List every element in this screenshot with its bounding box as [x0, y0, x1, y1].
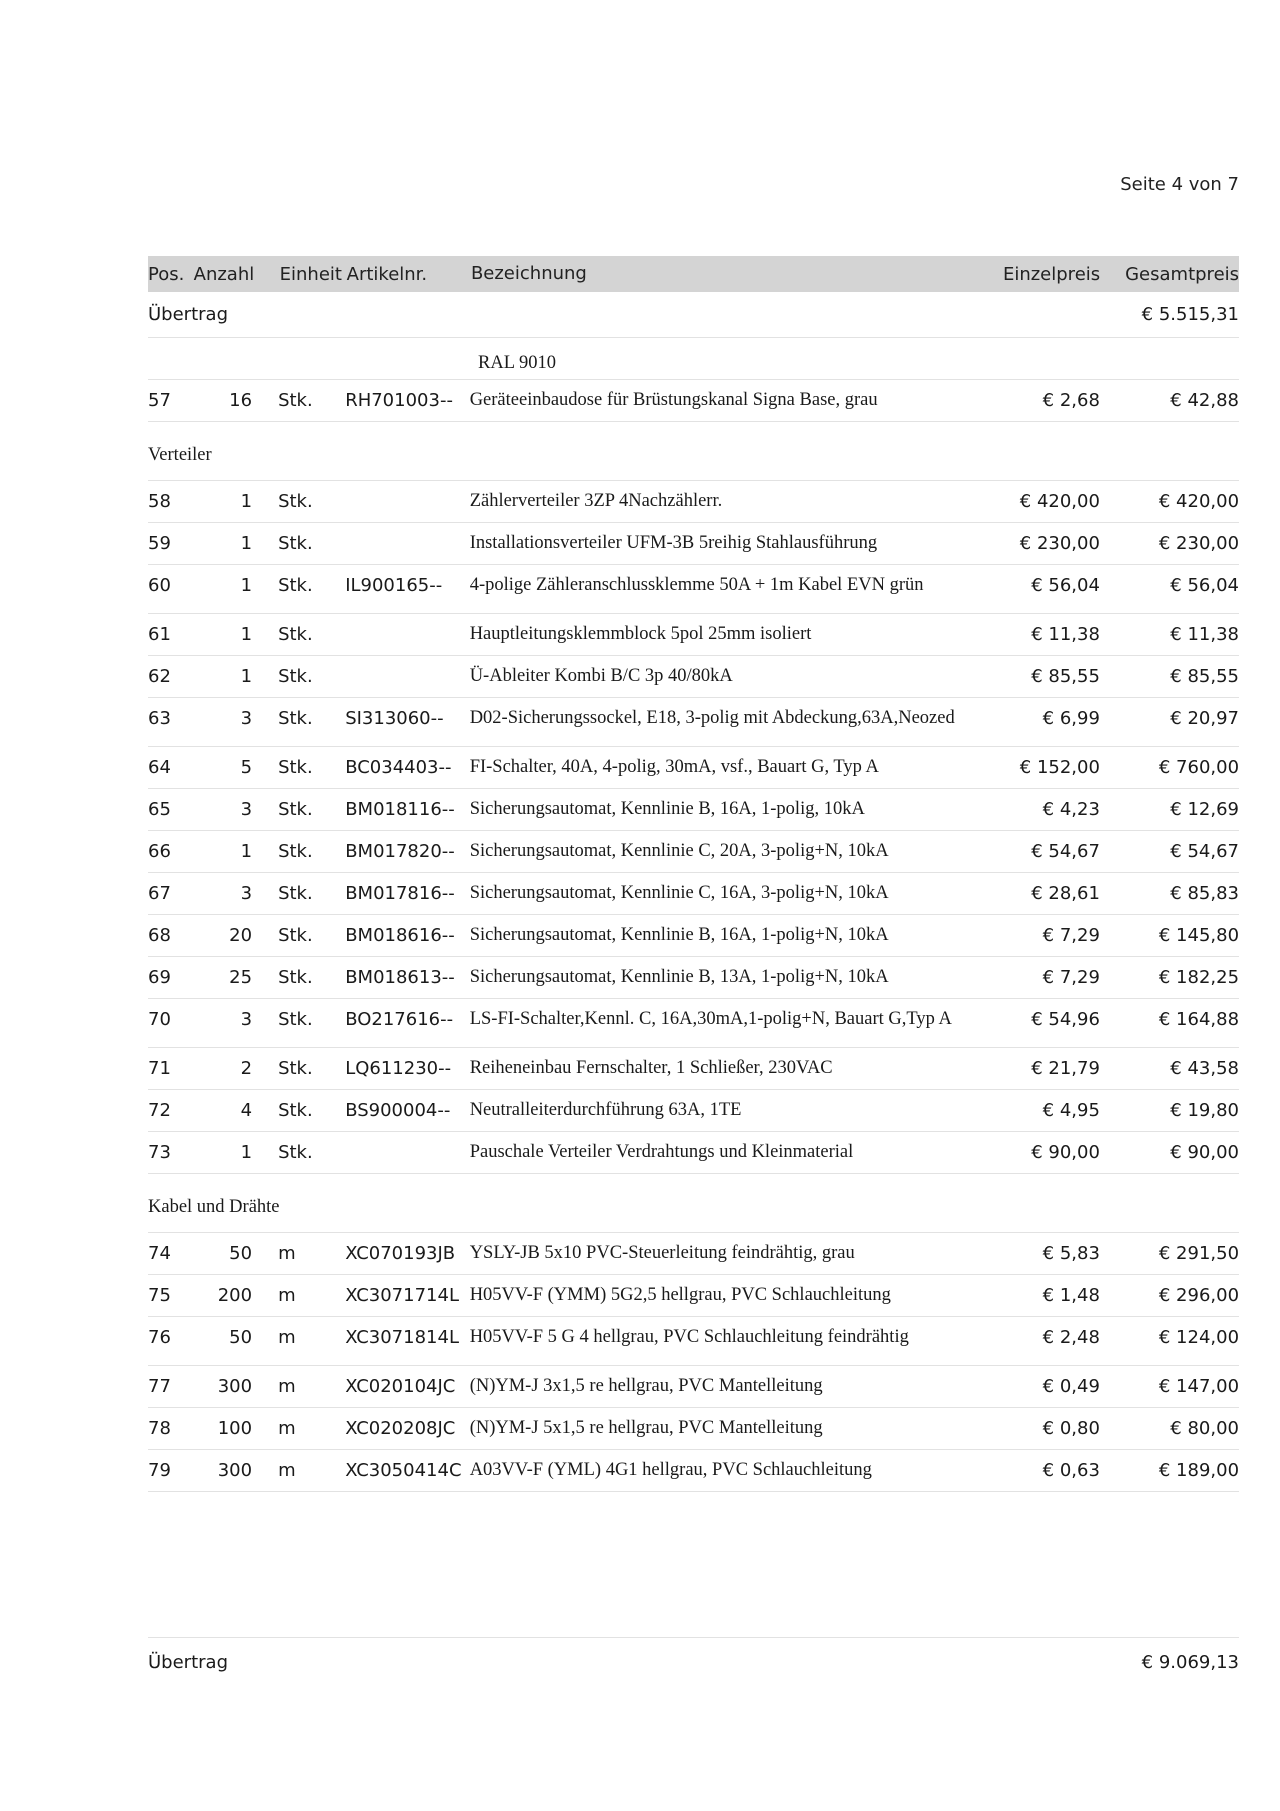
- cell-pos: 60: [148, 575, 171, 596]
- cell-pos: 58: [148, 491, 171, 512]
- header-artikelnr: Artikelnr.: [346, 263, 428, 285]
- cell-artikelnr: XC3071814L: [345, 1327, 459, 1348]
- table-row: [148, 481, 1239, 523]
- price-table: [148, 256, 1239, 1492]
- cell-pos: 64: [148, 757, 171, 778]
- cell-einzelpreis: € 2,48: [1042, 1327, 1100, 1348]
- cell-anzahl: 1: [240, 841, 253, 862]
- cell-gesamtpreis: € 189,00: [1158, 1460, 1240, 1481]
- cell-einzelpreis: € 230,00: [1019, 533, 1100, 554]
- carry-over-value: € 5.515,31: [1141, 304, 1239, 325]
- cell-pos: 70: [148, 1009, 171, 1030]
- cell-einzelpreis: € 0,80: [1042, 1418, 1100, 1439]
- section-title: Kabel und Drähte: [148, 1197, 280, 1217]
- cell-bezeichnung: A03VV-F (YML) 4G1 hellgrau, PVC Schlauchleitung: [469, 1460, 872, 1480]
- cell-artikelnr: XC070193JB: [345, 1243, 456, 1264]
- cell-anzahl: 1: [240, 624, 253, 645]
- cell-einheit: Stk.: [278, 757, 313, 778]
- cell-einheit: m: [278, 1418, 296, 1439]
- cell-bezeichnung: FI-Schalter, 40A, 4-polig, 30mA, vsf., Bauart G, Typ A: [469, 757, 879, 777]
- cell-einzelpreis: € 54,96: [1031, 1009, 1100, 1030]
- cell-artikelnr: BM017820--: [345, 841, 455, 862]
- cell-einzelpreis: € 1,48: [1042, 1285, 1100, 1306]
- table-row: [148, 789, 1239, 831]
- cell-einzelpreis: € 28,61: [1031, 883, 1100, 904]
- cell-einheit: m: [278, 1285, 296, 1306]
- cell-bezeichnung: Neutralleiterdurchführung 63A, 1TE: [469, 1100, 742, 1120]
- cell-bezeichnung: RAL 9010: [478, 353, 556, 373]
- cell-anzahl: 20: [229, 925, 253, 946]
- cell-gesamtpreis: € 760,00: [1158, 757, 1240, 778]
- table-row: [148, 656, 1239, 698]
- cell-bezeichnung: 4-polige Zähleranschlussklemme 50A + 1m Kabel EVN grün: [469, 575, 924, 595]
- cell-pos: 62: [148, 666, 171, 687]
- cell-artikelnr: BO217616--: [345, 1009, 454, 1030]
- cell-artikelnr: RH701003--: [345, 390, 453, 411]
- cell-gesamtpreis: € 11,38: [1170, 624, 1240, 645]
- carry-over-top: [148, 292, 1239, 338]
- cell-pos: 66: [148, 841, 171, 862]
- table-row: [148, 747, 1239, 789]
- header-anzahl: Anzahl: [193, 263, 255, 285]
- cell-pos: 78: [148, 1418, 171, 1439]
- cell-bezeichnung: H05VV-F (YMM) 5G2,5 hellgrau, PVC Schlauchleitung: [469, 1285, 891, 1305]
- cell-bezeichnung: Hauptleitungsklemmblock 5pol 25mm isoliert: [469, 624, 812, 644]
- cell-anzahl: 16: [229, 390, 253, 411]
- table-row: [148, 1233, 1239, 1275]
- cell-gesamtpreis: € 85,83: [1170, 883, 1240, 904]
- cell-pos: 69: [148, 967, 171, 988]
- table-row: [148, 1408, 1239, 1450]
- cell-einheit: Stk.: [278, 666, 313, 687]
- cell-pos: 75: [148, 1285, 171, 1306]
- cell-bezeichnung: Sicherungsautomat, Kennlinie C, 20A, 3-polig+N, 10kA: [469, 841, 889, 861]
- table-row: [148, 1275, 1239, 1317]
- cell-bezeichnung: LS-FI-Schalter,Kennl. C, 16A,30mA,1-polig+N, Bauart G,Typ A: [469, 1009, 952, 1029]
- cell-einheit: Stk.: [278, 1058, 313, 1079]
- table-row: [148, 1366, 1239, 1408]
- cell-gesamtpreis: € 12,69: [1170, 799, 1240, 820]
- cell-gesamtpreis: € 291,50: [1158, 1243, 1240, 1264]
- cell-pos: 72: [148, 1100, 171, 1121]
- cell-anzahl: 1: [240, 491, 253, 512]
- cell-artikelnr: BC034403--: [345, 757, 452, 778]
- table-body: [148, 338, 1239, 1492]
- cell-gesamtpreis: € 145,80: [1158, 925, 1240, 946]
- cell-gesamtpreis: € 20,97: [1170, 708, 1240, 729]
- cell-einzelpreis: € 54,67: [1031, 841, 1100, 862]
- cell-anzahl: 3: [240, 799, 253, 820]
- cell-anzahl: 4: [240, 1100, 253, 1121]
- header-einzelpreis: Einzelpreis: [1002, 263, 1101, 285]
- cell-einheit: Stk.: [278, 1100, 313, 1121]
- cell-einzelpreis: € 152,00: [1019, 757, 1100, 778]
- cell-anzahl: 1: [240, 666, 253, 687]
- cell-bezeichnung: Sicherungsautomat, Kennlinie B, 16A, 1-polig+N, 10kA: [469, 925, 889, 945]
- cell-gesamtpreis: € 85,55: [1170, 666, 1240, 687]
- cell-pos: 79: [148, 1460, 171, 1481]
- header-gesamtpreis: Gesamtpreis: [1125, 263, 1240, 285]
- carry-over-label: Übertrag: [148, 1652, 228, 1673]
- cell-bezeichnung: Geräteeinbaudose für Brüstungskanal Signa Base, grau: [469, 390, 878, 410]
- cell-artikelnr: BS900004--: [345, 1100, 451, 1121]
- cell-artikelnr: SI313060--: [345, 708, 444, 729]
- carry-over-label: Übertrag: [148, 304, 228, 325]
- cell-anzahl: 3: [240, 708, 253, 729]
- cell-artikelnr: BM017816--: [345, 883, 455, 904]
- cell-einzelpreis: € 11,38: [1031, 624, 1100, 645]
- cell-gesamtpreis: € 43,58: [1170, 1058, 1240, 1079]
- cell-einheit: Stk.: [278, 491, 313, 512]
- cell-gesamtpreis: € 54,67: [1170, 841, 1240, 862]
- cell-bezeichnung: Sicherungsautomat, Kennlinie C, 16A, 3-polig+N, 10kA: [469, 883, 889, 903]
- cell-einheit: Stk.: [278, 799, 313, 820]
- cell-einzelpreis: € 21,79: [1031, 1058, 1100, 1079]
- cell-anzahl: 5: [240, 757, 253, 778]
- note-row: [148, 338, 1239, 380]
- cell-gesamtpreis: € 147,00: [1158, 1376, 1240, 1397]
- cell-anzahl: 1: [240, 1142, 253, 1163]
- cell-gesamtpreis: € 182,25: [1158, 967, 1240, 988]
- cell-anzahl: 2: [240, 1058, 253, 1079]
- cell-pos: 68: [148, 925, 171, 946]
- cell-einzelpreis: € 0,49: [1042, 1376, 1100, 1397]
- carry-over-value: € 9.069,13: [1141, 1652, 1239, 1673]
- table-row: [148, 523, 1239, 565]
- cell-einzelpreis: € 85,55: [1031, 666, 1100, 687]
- cell-gesamtpreis: € 164,88: [1158, 1009, 1240, 1030]
- cell-anzahl: 100: [217, 1418, 253, 1439]
- cell-pos: 77: [148, 1376, 171, 1397]
- cell-bezeichnung: YSLY-JB 5x10 PVC-Steuerleitung feindrähtig, grau: [469, 1243, 855, 1263]
- header-bezeichnung: Bezeichnung: [470, 263, 587, 284]
- table-row: [148, 380, 1239, 422]
- table-row: [148, 698, 1239, 747]
- cell-einheit: Stk.: [278, 1009, 313, 1030]
- cell-einzelpreis: € 7,29: [1042, 925, 1100, 946]
- cell-gesamtpreis: € 42,88: [1170, 390, 1240, 411]
- cell-einheit: Stk.: [278, 390, 313, 411]
- cell-anzahl: 25: [229, 967, 253, 988]
- cell-einheit: Stk.: [278, 925, 313, 946]
- section-heading-row: [148, 422, 1239, 481]
- header-einheit: Einheit: [279, 263, 342, 285]
- cell-einzelpreis: € 4,23: [1042, 799, 1100, 820]
- table-row: [148, 957, 1239, 999]
- table-row: [148, 614, 1239, 656]
- cell-einheit: Stk.: [278, 575, 313, 596]
- cell-einheit: Stk.: [278, 967, 313, 988]
- cell-anzahl: 1: [240, 533, 253, 554]
- cell-gesamtpreis: € 19,80: [1170, 1100, 1240, 1121]
- cell-anzahl: 300: [217, 1460, 253, 1481]
- cell-artikelnr: LQ611230--: [345, 1058, 452, 1079]
- cell-anzahl: 50: [229, 1327, 253, 1348]
- cell-artikelnr: IL900165--: [345, 575, 443, 596]
- cell-einzelpreis: € 6,99: [1042, 708, 1100, 729]
- table-row: [148, 565, 1239, 614]
- cell-einzelpreis: € 5,83: [1042, 1243, 1100, 1264]
- cell-einheit: m: [278, 1460, 296, 1481]
- cell-anzahl: 200: [217, 1285, 253, 1306]
- cell-einheit: Stk.: [278, 1142, 313, 1163]
- cell-einzelpreis: € 56,04: [1031, 575, 1100, 596]
- cell-artikelnr: BM018616--: [345, 925, 455, 946]
- cell-pos: 74: [148, 1243, 171, 1264]
- cell-einheit: Stk.: [278, 841, 313, 862]
- cell-einheit: Stk.: [278, 624, 313, 645]
- cell-einzelpreis: € 90,00: [1031, 1142, 1100, 1163]
- cell-anzahl: 3: [240, 1009, 253, 1030]
- cell-einzelpreis: € 4,95: [1042, 1100, 1100, 1121]
- header-pos: Pos.: [148, 263, 185, 285]
- table-row: [148, 999, 1239, 1048]
- cell-einzelpreis: € 7,29: [1042, 967, 1100, 988]
- cell-anzahl: 50: [229, 1243, 253, 1264]
- cell-gesamtpreis: € 230,00: [1158, 533, 1240, 554]
- cell-einzelpreis: € 2,68: [1042, 390, 1100, 411]
- cell-pos: 61: [148, 624, 171, 645]
- cell-einheit: m: [278, 1376, 296, 1397]
- cell-artikelnr: XC020208JC: [345, 1418, 456, 1439]
- cell-pos: 73: [148, 1142, 171, 1163]
- table-row: [148, 1450, 1239, 1492]
- cell-bezeichnung: H05VV-F 5 G 4 hellgrau, PVC Schlauchleitung feindrähtig: [469, 1327, 909, 1347]
- cell-pos: 59: [148, 533, 171, 554]
- cell-bezeichnung: (N)YM-J 5x1,5 re hellgrau, PVC Mantelleitung: [469, 1418, 823, 1438]
- cell-einzelpreis: € 0,63: [1042, 1460, 1100, 1481]
- carry-over-bottom: [148, 1637, 1239, 1673]
- cell-bezeichnung: D02-Sicherungssockel, E18, 3-polig mit Abdeckung,63A,Neozed: [469, 708, 955, 728]
- cell-bezeichnung: Sicherungsautomat, Kennlinie B, 13A, 1-polig+N, 10kA: [469, 967, 889, 987]
- cell-artikelnr: XC3050414C: [345, 1460, 462, 1481]
- cell-einzelpreis: € 420,00: [1019, 491, 1100, 512]
- cell-gesamtpreis: € 420,00: [1158, 491, 1240, 512]
- table-row: [148, 1048, 1239, 1090]
- cell-anzahl: 1: [240, 575, 253, 596]
- table-row: [148, 1090, 1239, 1132]
- table-header: [148, 256, 1239, 292]
- cell-bezeichnung: Pauschale Verteiler Verdrahtungs und Kleinmaterial: [469, 1142, 854, 1162]
- section-title: Verteiler: [148, 445, 212, 465]
- cell-bezeichnung: Sicherungsautomat, Kennlinie B, 16A, 1-polig, 10kA: [469, 799, 865, 819]
- cell-einheit: Stk.: [278, 533, 313, 554]
- cell-artikelnr: BM018613--: [345, 967, 455, 988]
- table-row: [148, 831, 1239, 873]
- cell-pos: 71: [148, 1058, 171, 1079]
- section-heading-row: [148, 1174, 1239, 1233]
- cell-pos: 63: [148, 708, 171, 729]
- cell-pos: 76: [148, 1327, 171, 1348]
- cell-einheit: m: [278, 1243, 296, 1264]
- cell-anzahl: 300: [217, 1376, 253, 1397]
- cell-artikelnr: BM018116--: [345, 799, 455, 820]
- cell-einheit: m: [278, 1327, 296, 1348]
- cell-gesamtpreis: € 124,00: [1158, 1327, 1240, 1348]
- cell-pos: 57: [148, 390, 171, 411]
- cell-gesamtpreis: € 296,00: [1158, 1285, 1240, 1306]
- table-row: [148, 915, 1239, 957]
- table-row: [148, 1317, 1239, 1366]
- cell-einheit: Stk.: [278, 883, 313, 904]
- table-row: [148, 873, 1239, 915]
- cell-artikelnr: XC3071714L: [345, 1285, 459, 1306]
- page-number: Seite 4 von 7: [1120, 174, 1239, 195]
- cell-artikelnr: XC020104JC: [345, 1376, 456, 1397]
- cell-einheit: Stk.: [278, 708, 313, 729]
- cell-bezeichnung: Reiheneinbau Fernschalter, 1 Schließer, 230VAC: [469, 1058, 833, 1078]
- cell-gesamtpreis: € 80,00: [1170, 1418, 1240, 1439]
- table-row: [148, 1132, 1239, 1174]
- cell-bezeichnung: Ü-Ableiter Kombi B/C 3p 40/80kA: [469, 666, 733, 686]
- cell-bezeichnung: Zählerverteiler 3ZP 4Nachzählerr.: [469, 491, 723, 511]
- cell-pos: 67: [148, 883, 171, 904]
- cell-bezeichnung: Installationsverteiler UFM-3B 5reihig Stahlausführung: [469, 533, 878, 553]
- cell-anzahl: 3: [240, 883, 253, 904]
- cell-bezeichnung: (N)YM-J 3x1,5 re hellgrau, PVC Mantelleitung: [469, 1376, 823, 1396]
- cell-gesamtpreis: € 90,00: [1170, 1142, 1240, 1163]
- cell-pos: 65: [148, 799, 171, 820]
- cell-gesamtpreis: € 56,04: [1170, 575, 1240, 596]
